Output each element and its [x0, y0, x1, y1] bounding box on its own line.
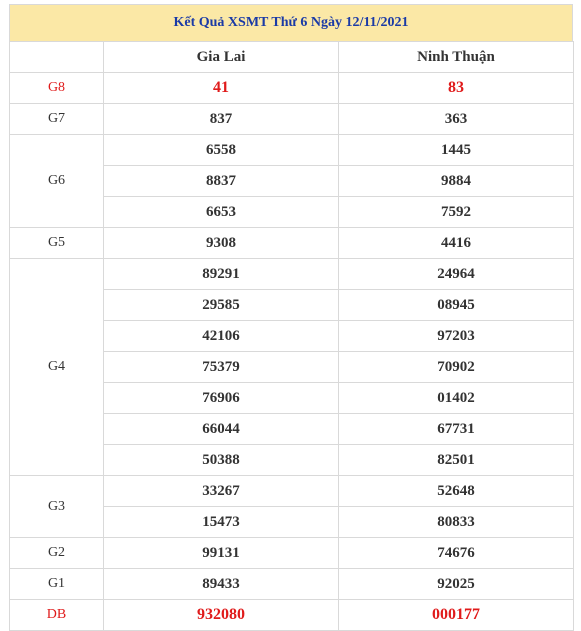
gia-lai-number: 76906: [104, 383, 339, 414]
ninh-thuan-number: 74676: [339, 538, 574, 569]
table-row: [10, 259, 574, 290]
gia-lai-number: 89433: [104, 569, 339, 600]
prize-label-g2: G2: [10, 538, 104, 569]
gia-lai-number: 8837: [104, 166, 339, 197]
table-row: [10, 228, 574, 259]
ninh-thuan-number: 97203: [339, 321, 574, 352]
prize-label-g7: G7: [10, 104, 104, 135]
ninh-thuan-number: 92025: [339, 569, 574, 600]
gia-lai-number: 33267: [104, 476, 339, 507]
gia-lai-number: 41: [104, 73, 339, 104]
results-table: [9, 41, 574, 631]
ninh-thuan-number: 000177: [339, 600, 574, 631]
gia-lai-number: 75379: [104, 352, 339, 383]
gia-lai-number: 99131: [104, 538, 339, 569]
gia-lai-number: 50388: [104, 445, 339, 476]
ninh-thuan-number: 67731: [339, 414, 574, 445]
results-container: [9, 4, 573, 631]
prize-label-g8: G8: [10, 73, 104, 104]
ninh-thuan-number: 9884: [339, 166, 574, 197]
table-row: [10, 538, 574, 569]
prize-label-db: DB: [10, 600, 104, 631]
gia-lai-number: 837: [104, 104, 339, 135]
ninh-thuan-number: 4416: [339, 228, 574, 259]
header-row: [10, 42, 574, 73]
prize-label-g4: G4: [10, 259, 104, 476]
results-title: Kết Quả XSMT Thứ 6 Ngày 12/11/2021: [9, 4, 573, 41]
gia-lai-number: 932080: [104, 600, 339, 631]
gia-lai-number: 89291: [104, 259, 339, 290]
gia-lai-number: 6558: [104, 135, 339, 166]
ninh-thuan-number: 82501: [339, 445, 574, 476]
header-prize: [10, 42, 104, 73]
header-gia-lai: Gia Lai: [104, 42, 339, 73]
table-row: [10, 135, 574, 166]
table-row: [10, 104, 574, 135]
ninh-thuan-number: 80833: [339, 507, 574, 538]
ninh-thuan-number: 52648: [339, 476, 574, 507]
table-row: [10, 476, 574, 507]
prize-label-g5: G5: [10, 228, 104, 259]
ninh-thuan-number: 363: [339, 104, 574, 135]
prize-label-g6: G6: [10, 135, 104, 228]
gia-lai-number: 6653: [104, 197, 339, 228]
ninh-thuan-number: 24964: [339, 259, 574, 290]
ninh-thuan-number: 08945: [339, 290, 574, 321]
header-ninh-thuan: Ninh Thuận: [339, 42, 574, 73]
table-row: [10, 73, 574, 104]
gia-lai-number: 9308: [104, 228, 339, 259]
gia-lai-number: 15473: [104, 507, 339, 538]
ninh-thuan-number: 7592: [339, 197, 574, 228]
gia-lai-number: 29585: [104, 290, 339, 321]
gia-lai-number: 66044: [104, 414, 339, 445]
ninh-thuan-number: 01402: [339, 383, 574, 414]
table-row: [10, 569, 574, 600]
gia-lai-number: 42106: [104, 321, 339, 352]
results-body: [10, 73, 574, 631]
ninh-thuan-number: 83: [339, 73, 574, 104]
ninh-thuan-number: 1445: [339, 135, 574, 166]
prize-label-g3: G3: [10, 476, 104, 538]
ninh-thuan-number: 70902: [339, 352, 574, 383]
prize-label-g1: G1: [10, 569, 104, 600]
